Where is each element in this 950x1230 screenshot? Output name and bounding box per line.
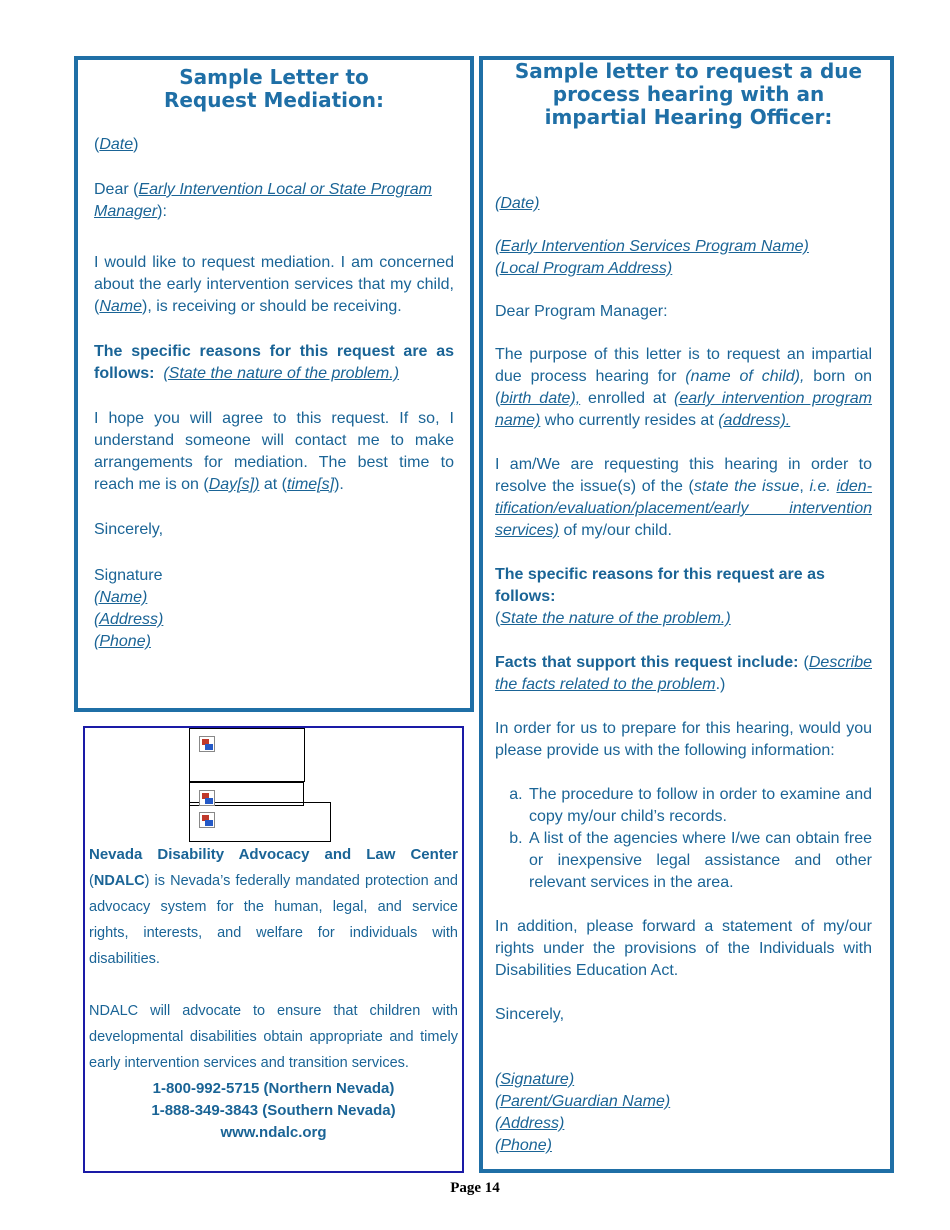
ndalc-abbr: NDALC <box>93 873 145 889</box>
salutation: Dear Program Manager: <box>495 303 668 320</box>
program-placeholder: (early intervention program name) <box>495 390 873 429</box>
reasons-placeholder: (State the nature of the problem.) <box>163 365 400 382</box>
reasons-line: (State the nature of the problem.) <box>495 610 731 627</box>
broken-image-icon <box>199 736 215 752</box>
time-placeholder: time[s] <box>286 476 335 493</box>
birth-date-placeholder: birth date), <box>500 390 581 407</box>
recipient-placeholder: Early Intervention Local or State Program Manager <box>94 181 432 220</box>
address-placeholder: (Address) <box>495 1115 565 1132</box>
issue-paragraph: I am/We are requesting this hearing in order to resolve the issue(s) of the (state the issue, i.e. identification/evaluation/placement/early intervention services) of my/our child. <box>495 456 873 539</box>
page-number: Page 14 <box>450 1180 500 1196</box>
prepare-paragraph: In order for us to prepare for this hearing, would you please provide us with the following information: <box>495 720 872 759</box>
website-link[interactable]: www.ndalc.org <box>220 1124 327 1141</box>
contact-paragraph: I hope you will agree to this request. If so, I understand someone will contact me to make arrangements for mediation. The best time to reach me is on (Day[s]) at (time[s]). <box>94 410 454 493</box>
mediation-letter-title: Sample Letter to Request Mediation: <box>163 65 385 112</box>
facts-placeholder: Describe the facts related to the problem <box>495 654 872 693</box>
child-name-placeholder: (name of child), <box>685 368 805 385</box>
rights-paragraph: In addition, please forward a statement of my/our rights under the provisions of the Individuals with Disabilities Education Act. <box>495 918 872 979</box>
date-placeholder: Date <box>99 136 134 153</box>
facts-label: Facts that support this request include: <box>495 654 799 671</box>
address-placeholder: (address). <box>718 412 791 429</box>
program-address-placeholder: (Local Program Address) <box>495 260 673 277</box>
phone-southern: 1-888-349-3843 (Southern Nevada) <box>151 1102 396 1119</box>
phone-placeholder: (Phone) <box>495 1137 552 1154</box>
address-placeholder: (Address) <box>94 611 164 628</box>
parent-name-placeholder: (Parent/Guardian Name) <box>495 1093 671 1110</box>
issues-placeholder: identification/evaluation/placement/early intervention services) <box>495 478 873 539</box>
child-name-placeholder: Name <box>99 298 143 315</box>
closing: Sincerely, <box>495 1006 565 1023</box>
list-item: a. The procedure to follow in order to examine and copy my/our child’s records. <box>527 784 872 828</box>
mediation-letter-panel <box>74 56 474 712</box>
reasons-placeholder: State the nature of the problem.) <box>500 610 731 627</box>
day-placeholder: Day[s]) <box>208 476 260 493</box>
reasons-label: The specific reasons for this request are as follows: <box>495 566 825 605</box>
date-placeholder: (Date) <box>495 195 540 212</box>
name-placeholder: (Name) <box>94 589 148 606</box>
date-line: (Date) <box>94 136 139 153</box>
issue-placeholder: state the issue <box>693 478 800 495</box>
phone-placeholder: (Phone) <box>94 633 151 650</box>
salutation: Dear (Early Intervention Local or State Program Manager): <box>94 181 432 220</box>
due-process-letter-panel <box>479 56 894 1173</box>
purpose-paragraph: The purpose of this letter is to request an impartial due process hearing for (name of child), born on (birth date), enrolled at (early intervention program name) who currently resides at (address). <box>495 346 873 429</box>
reasons-paragraph <box>94 341 454 385</box>
ndalc-org-name: Nevada Disability Advocacy and Law Center <box>89 846 458 863</box>
closing: Sincerely, <box>94 521 164 538</box>
signature-label: Signature <box>94 567 163 584</box>
ndalc-mission: NDALC will advocate to ensure that children with developmental disabilities obtain appropriate and timely early intervention services and transition services. <box>89 1003 458 1071</box>
reasons-label: The specific reasons for this request are as follows: <box>94 343 454 382</box>
broken-image-icon <box>199 812 215 828</box>
ndalc-description: Nevada Disability Advocacy and Law Center (NDALC) is Nevada’s federally mandated protection and advocacy system for the human, legal, and service rights, interests, and welfare for individuals with disabilities. <box>89 846 458 967</box>
program-name-placeholder: (Early Intervention Services Program Name) <box>495 238 809 255</box>
due-process-letter-title: Sample letter to request a due process hearing with an impartial Hearing Officer: <box>514 59 863 129</box>
facts-paragraph: Facts that support this request include: (Describe the facts related to the problem.) <box>495 654 872 693</box>
ndalc-info-panel <box>83 726 464 1173</box>
broken-image-icon <box>199 790 215 806</box>
signature-placeholder: (Signature) <box>495 1071 575 1088</box>
phone-northern: 1-800-992-5715 (Northern Nevada) <box>152 1080 395 1097</box>
request-list <box>495 784 872 894</box>
list-item: b. A list of the agencies where I/we can obtain free or inexpensive legal assistance and other relevant services in the area. <box>527 828 872 894</box>
request-paragraph: I would like to request mediation. I am concerned about the early intervention services that my child, (Name), is receiving or should be receiving. <box>94 254 454 315</box>
